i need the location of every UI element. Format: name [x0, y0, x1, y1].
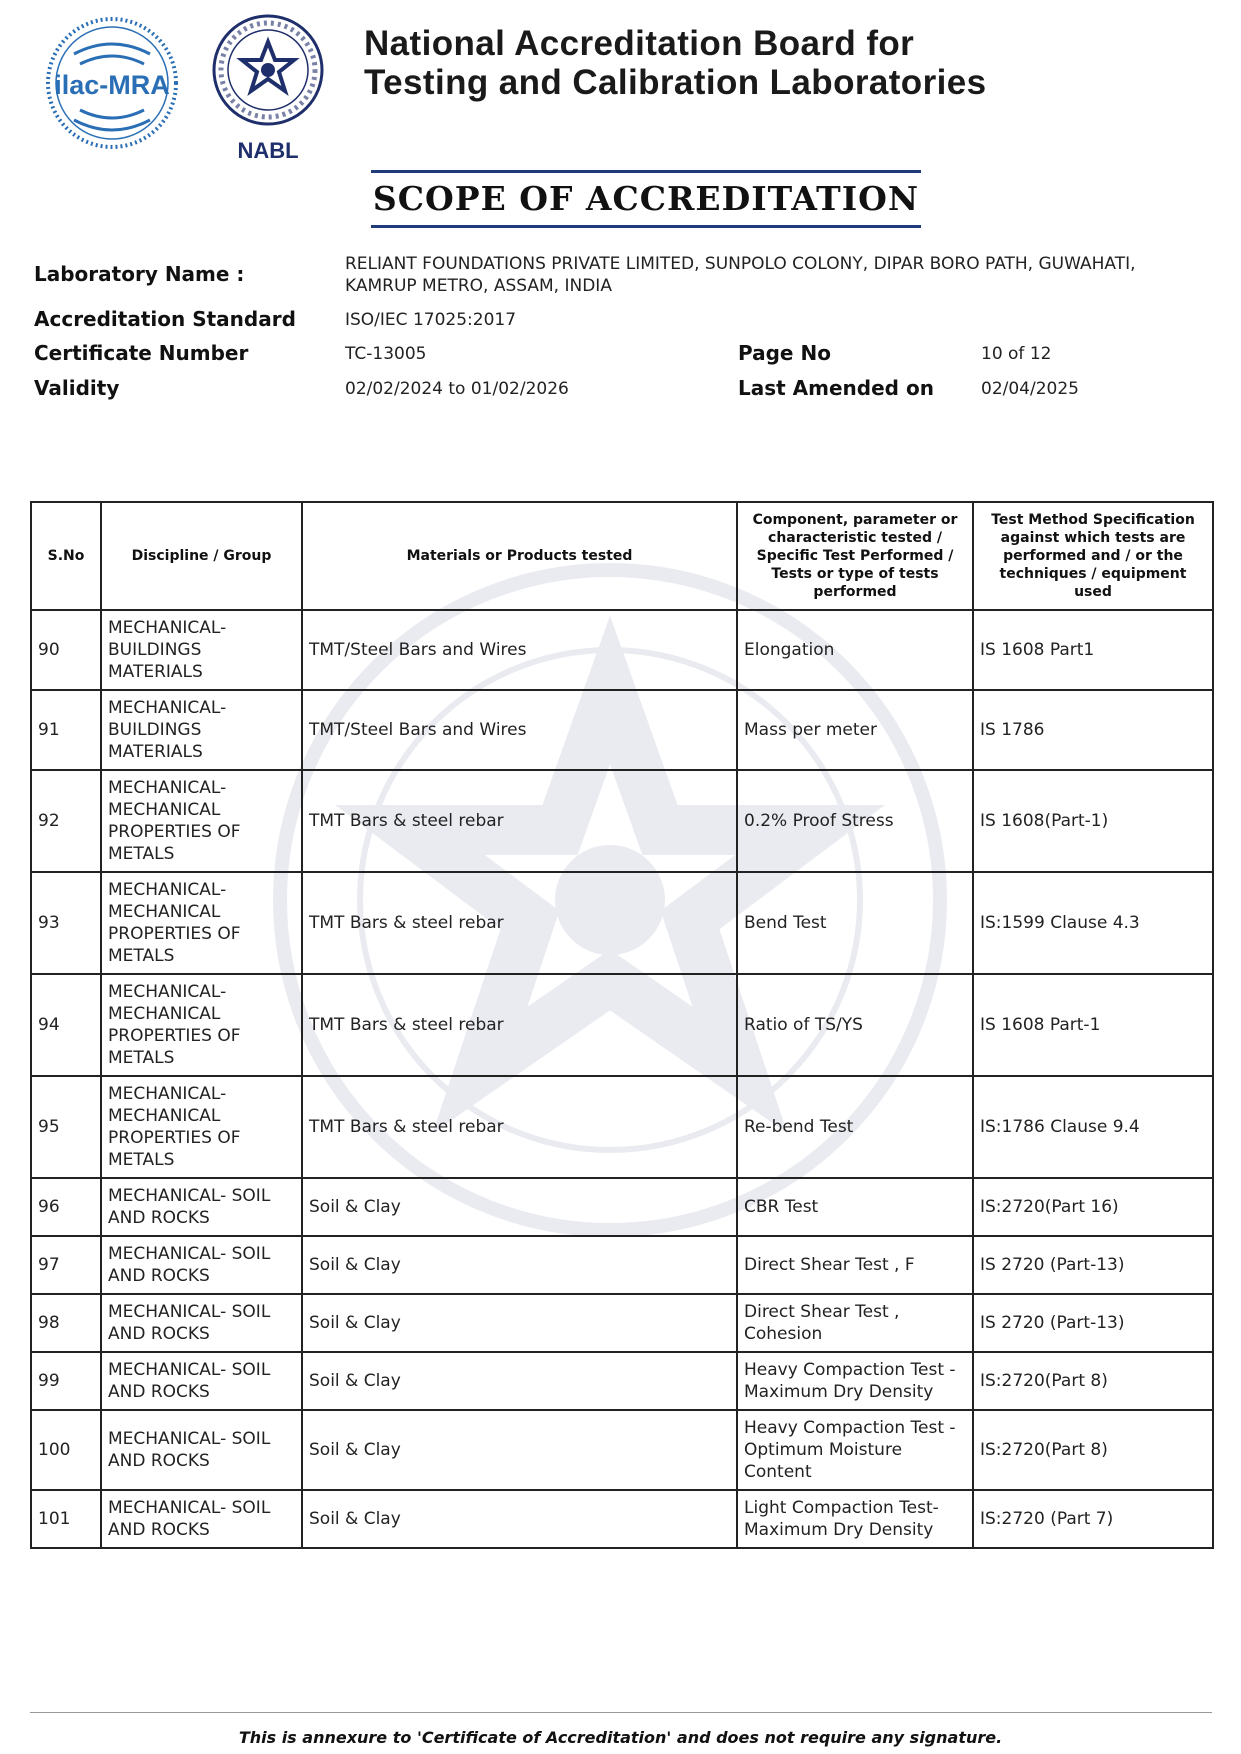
cell-method: IS 1786 [973, 690, 1213, 770]
cell-sno: 101 [31, 1490, 101, 1548]
table-row [31, 610, 1213, 690]
last-amended-value: 02/04/2025 [981, 379, 1079, 399]
cell-method: IS 2720 (Part-13) [973, 1236, 1213, 1294]
cell-sno: 97 [31, 1236, 101, 1294]
cell-component: Heavy Compaction Test - Maximum Dry Density [737, 1352, 973, 1410]
cell-method: IS:2720(Part 16) [973, 1178, 1213, 1236]
cell-method: IS:2720 (Part 7) [973, 1490, 1213, 1548]
cell-method: IS:1786 Clause 9.4 [973, 1076, 1213, 1178]
cell-sno: 96 [31, 1178, 101, 1236]
cell-material: Soil & Clay [302, 1178, 737, 1236]
header-component: Component, parameter or characteristic tested / Specific Test Performed / Tests or type of tests performed [737, 502, 973, 610]
table-row [31, 872, 1213, 974]
cell-discipline: MECHANICAL- MECHANICAL PROPERTIES OF METALS [101, 770, 302, 872]
certificate-number-value: TC-13005 [345, 344, 427, 364]
cell-material: Soil & Clay [302, 1352, 737, 1410]
table-row [31, 770, 1213, 872]
cell-discipline: MECHANICAL- SOIL AND ROCKS [101, 1236, 302, 1294]
cell-material: TMT Bars & steel rebar [302, 770, 737, 872]
nabl-logo [210, 12, 330, 170]
table-row [31, 1490, 1213, 1548]
lab-name-line2: KAMRUP METRO, ASSAM, INDIA [345, 276, 612, 296]
table-row [31, 1178, 1213, 1236]
last-amended-label: Last Amended on [738, 376, 934, 400]
cell-sno: 98 [31, 1294, 101, 1352]
table-header-row [31, 502, 1213, 610]
cell-discipline: MECHANICAL- MECHANICAL PROPERTIES OF METALS [101, 974, 302, 1076]
cell-material: TMT Bars & steel rebar [302, 1076, 737, 1178]
footer-note: This is annexure to 'Certificate of Accreditation' and does not require any signature. [238, 1728, 1003, 1747]
cell-discipline: MECHANICAL- MECHANICAL PROPERTIES OF METALS [101, 1076, 302, 1178]
validity-value: 02/02/2024 to 01/02/2026 [345, 379, 569, 399]
cell-discipline: MECHANICAL- SOIL AND ROCKS [101, 1178, 302, 1236]
footer-divider [30, 1712, 1212, 1713]
header-materials: Materials or Products tested [302, 502, 737, 610]
cell-material: TMT/Steel Bars and Wires [302, 690, 737, 770]
cell-component: CBR Test [737, 1178, 973, 1236]
scope-title: SCOPE OF ACCREDITATION [371, 170, 921, 228]
table-row [31, 974, 1213, 1076]
cell-material: Soil & Clay [302, 1490, 737, 1548]
board-title-line1: National Accreditation Board for [364, 24, 915, 63]
cell-discipline: MECHANICAL- SOIL AND ROCKS [101, 1352, 302, 1410]
cell-component: Direct Shear Test , F [737, 1236, 973, 1294]
certificate-number-label: Certificate Number [34, 341, 249, 365]
svg-text:NABL: NABL [237, 138, 299, 163]
cell-sno: 95 [31, 1076, 101, 1178]
table-row [31, 690, 1213, 770]
cell-sno: 94 [31, 974, 101, 1076]
table-row [31, 1352, 1213, 1410]
scope-table [30, 501, 1214, 1549]
cell-method: IS 1608 Part-1 [973, 974, 1213, 1076]
page-no-label: Page No [738, 341, 831, 365]
cell-discipline: MECHANICAL- SOIL AND ROCKS [101, 1490, 302, 1548]
cell-material: Soil & Clay [302, 1294, 737, 1352]
cell-sno: 99 [31, 1352, 101, 1410]
cell-material: Soil & Clay [302, 1410, 737, 1490]
cell-component: Elongation [737, 610, 973, 690]
cell-method: IS:2720(Part 8) [973, 1352, 1213, 1410]
cell-sno: 100 [31, 1410, 101, 1490]
lab-name-value [345, 253, 1136, 297]
standard-value: ISO/IEC 17025:2017 [345, 310, 517, 330]
cell-component: Mass per meter [737, 690, 973, 770]
cell-component: Light Compaction Test- Maximum Dry Density [737, 1490, 973, 1548]
svg-text:ilac-MRA: ilac-MRA [54, 70, 170, 100]
cell-component: Re-bend Test [737, 1076, 973, 1178]
cell-method: IS:1599 Clause 4.3 [973, 872, 1213, 974]
cell-sno: 91 [31, 690, 101, 770]
cell-sno: 93 [31, 872, 101, 974]
board-title-line2: Testing and Calibration Laboratories [364, 63, 987, 102]
cell-component: Direct Shear Test , Cohesion [737, 1294, 973, 1352]
cell-component: Ratio of TS/YS [737, 974, 973, 1076]
cell-discipline: MECHANICAL- MECHANICAL PROPERTIES OF METALS [101, 872, 302, 974]
cell-discipline: MECHANICAL- BUILDINGS MATERIALS [101, 690, 302, 770]
cell-method: IS:2720(Part 8) [973, 1410, 1213, 1490]
board-title [364, 24, 986, 102]
page-no-value: 10 of 12 [981, 344, 1052, 364]
cell-component: Heavy Compaction Test - Optimum Moisture Content [737, 1410, 973, 1490]
cell-method: IS 1608 Part1 [973, 610, 1213, 690]
cell-discipline: MECHANICAL- SOIL AND ROCKS [101, 1294, 302, 1352]
cell-material: TMT Bars & steel rebar [302, 872, 737, 974]
standard-label: Accreditation Standard [34, 307, 296, 331]
cell-material: TMT Bars & steel rebar [302, 974, 737, 1076]
cell-sno: 90 [31, 610, 101, 690]
header-sno: S.No [31, 502, 101, 610]
cell-method: IS 2720 (Part-13) [973, 1294, 1213, 1352]
table-row [31, 1410, 1213, 1490]
lab-name-label: Laboratory Name : [34, 262, 245, 286]
cell-component: Bend Test [737, 872, 973, 974]
header-test-method: Test Method Specification against which tests are performed and / or the techniques / equipment used [973, 502, 1213, 610]
cell-sno: 92 [31, 770, 101, 872]
header-discipline: Discipline / Group [101, 502, 302, 610]
table-row [31, 1076, 1213, 1178]
cell-method: IS 1608(Part-1) [973, 770, 1213, 872]
table-row [31, 1236, 1213, 1294]
cell-discipline: MECHANICAL- SOIL AND ROCKS [101, 1410, 302, 1490]
cell-material: Soil & Clay [302, 1236, 737, 1294]
cell-component: 0.2% Proof Stress [737, 770, 973, 872]
lab-name-line1: RELIANT FOUNDATIONS PRIVATE LIMITED, SUNPOLO COLONY, DIPAR BORO PATH, GUWAHATI, [345, 254, 1136, 274]
validity-label: Validity [34, 376, 120, 400]
cell-material: TMT/Steel Bars and Wires [302, 610, 737, 690]
table-row [31, 1294, 1213, 1352]
ilac-mra-logo [44, 14, 180, 152]
cell-discipline: MECHANICAL- BUILDINGS MATERIALS [101, 610, 302, 690]
